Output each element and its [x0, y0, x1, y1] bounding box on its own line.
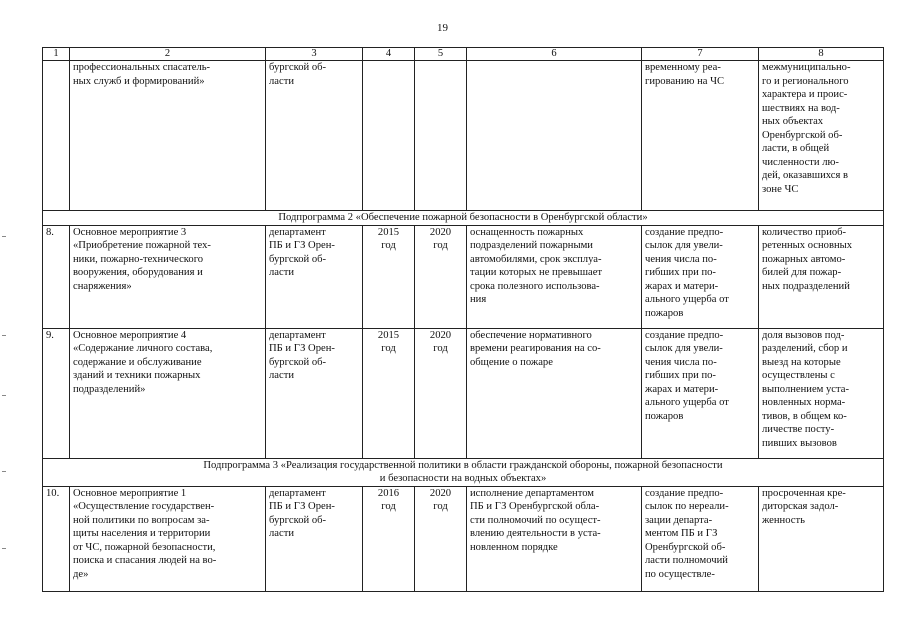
margin-mark: [2, 236, 6, 237]
end-year: 2020 год: [415, 486, 467, 591]
row-number: 10.: [43, 486, 70, 591]
column-number: 8: [759, 48, 884, 61]
consequences: создание предпо- сылок для увели- чения числа по- гибших при по- жарах и матери- ального ущерба от пожаров: [642, 225, 759, 328]
expected-result: обеспечение нормативного времени реагирования на со- общение о пожаре: [467, 328, 642, 458]
indicator: просроченная кре- диторская задол- женность: [759, 486, 884, 591]
margin-mark: [2, 335, 6, 336]
subprogram-title: Подпрограмма 2 «Обеспечение пожарной безопасности в Оренбургской области»: [43, 211, 884, 226]
subprogram-title: Подпрограмма 3 «Реализация государственной политики в области гражданской обороны, пожарной безопасности и безопасности на водных объектах»: [43, 458, 884, 486]
column-number: 7: [642, 48, 759, 61]
column-number: 4: [363, 48, 415, 61]
table-row: [43, 328, 884, 458]
column-number: 2: [70, 48, 266, 61]
row-number: 9.: [43, 328, 70, 458]
consequences: временному реа- гированию на ЧС: [642, 61, 759, 211]
subprogram-row: [43, 211, 884, 226]
measure-name: Основное мероприятие 3 «Приобретение пожарной тех- ники, пожарно-технического вооружения, оборудования и снаряжения»: [70, 225, 266, 328]
table-row: [43, 61, 884, 211]
column-number: 1: [43, 48, 70, 61]
margin-mark: [2, 395, 6, 396]
end-year: 2020 год: [415, 225, 467, 328]
row-number: 8.: [43, 225, 70, 328]
subprogram-row: [43, 458, 884, 486]
row-number: [43, 61, 70, 211]
indicator: количество приоб- ретенных основных пожарных автомо- билей для пожар- ных подразделений: [759, 225, 884, 328]
column-number: 6: [467, 48, 642, 61]
start-year: 2015 год: [363, 225, 415, 328]
indicator: межмуниципально- го и регионального характера и проис- шествиях на вод- ных объектах Оренбургской об- ласти, в общей численности лю- дей, оказавшихся в зоне ЧС: [759, 61, 884, 211]
end-year: 2020 год: [415, 328, 467, 458]
margin-mark: [2, 548, 6, 549]
end-year: [415, 61, 467, 211]
column-number-row: [43, 48, 884, 61]
table-row: [43, 225, 884, 328]
consequences: создание предпо- сылок по нереали- зации департа- ментом ПБ и ГЗ Оренбургской об- ласти полномочий по осуществле-: [642, 486, 759, 591]
executor: департамент ПБ и ГЗ Орен- бургской об- ласти: [266, 486, 363, 591]
margin-mark: [2, 471, 6, 472]
measure-name: Основное мероприятие 4 «Содержание личного состава, содержание и обслуживание зданий и техники пожарных подразделений»: [70, 328, 266, 458]
expected-result: [467, 61, 642, 211]
executor: департамент ПБ и ГЗ Орен- бургской об- ласти: [266, 225, 363, 328]
executor: департамент ПБ и ГЗ Орен- бургской об- ласти: [266, 328, 363, 458]
page-number: 19: [437, 22, 448, 34]
table-row: [43, 486, 884, 591]
column-number: 3: [266, 48, 363, 61]
measure-name: профессиональных спасатель- ных служб и формирований»: [70, 61, 266, 211]
measure-name: Основное мероприятие 1 «Осуществление государствен- ной политики по вопросам за- щиты населения и территории от ЧС, пожарной безопасности, поиска и спасания людей на во- де»: [70, 486, 266, 591]
start-year: 2015 год: [363, 328, 415, 458]
indicator: доля вызовов под- разделений, сбор и выезд на которые осуществлены с выполнением уста- новленных норма- тивов, в общем ко- личестве посту- пивших вызовов: [759, 328, 884, 458]
consequences: создание предпо- сылок для увели- чения числа по- гибших при по- жарах и матери- ального ущерба от пожаров: [642, 328, 759, 458]
expected-result: исполнение департаментом ПБ и ГЗ Оренбургской обла- сти полномочий по осущест- влению деятельности в уста- новленном порядке: [467, 486, 642, 591]
expected-result: оснащенность пожарных подразделений пожарными автомобилями, срок эксплуа- тации которых не превышает срока полезного использова- ния: [467, 225, 642, 328]
start-year: 2016 год: [363, 486, 415, 591]
measures-table: [42, 47, 884, 592]
start-year: [363, 61, 415, 211]
executor: бургской об- ласти: [266, 61, 363, 211]
column-number: 5: [415, 48, 467, 61]
